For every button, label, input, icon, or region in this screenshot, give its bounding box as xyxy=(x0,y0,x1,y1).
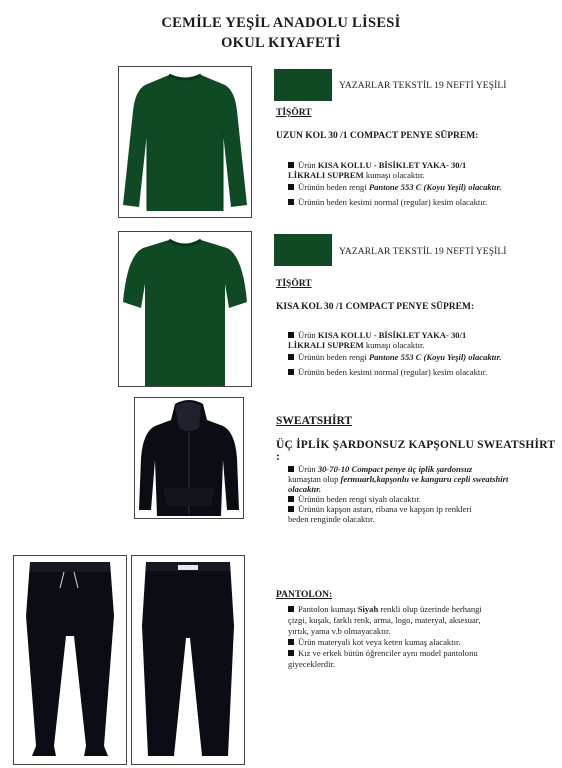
bullet: Ürünün beden kesimi normal (regular) kesim olacaktır. xyxy=(288,367,550,377)
sweatshirt-bullets xyxy=(288,464,550,524)
bullet-square-icon xyxy=(288,506,294,512)
long-sleeve-tshirt-photo xyxy=(118,66,252,218)
bullet-cont: LİKRALI SUPREM kumaşı olacaktır. xyxy=(288,340,425,350)
sweatshirt-heading: SWEATSHİRT xyxy=(276,415,353,427)
bullet-square-icon xyxy=(288,162,294,168)
bullet-cont: beden renginde olacaktır. xyxy=(288,514,375,524)
bullet-square-icon xyxy=(288,354,294,360)
bullet-cont: olacaktır. xyxy=(288,484,322,494)
pants-heading: PANTOLON: xyxy=(276,590,333,600)
swatch-label-1: YAZARLAR TEKSTİL 19 NEFTİ YEŞİLİ xyxy=(339,81,507,91)
bullet-square-icon xyxy=(288,184,294,190)
jogger-pants-image xyxy=(14,556,126,764)
bullet: Ürün 30-70-10 Compact penye üç iplik şardonsuz xyxy=(288,464,550,474)
bullet-cont: LİKRALI SUPREM kumaşı olacaktır. xyxy=(288,170,425,180)
bullet-cont: kumaştan olup fermuarlı,kapşonlu ve kanguru cepli sweatshirt xyxy=(288,474,509,484)
page-title: OKUL KIYAFETİ xyxy=(221,35,341,51)
bullet: Pantolon kumaşı Siyah renkli olup üzerinde herhangi xyxy=(288,604,554,614)
straight-pants-photo xyxy=(131,555,245,765)
item1-heading: TİŞÖRT xyxy=(276,108,312,118)
bullet-cont: giyeceklerdir. xyxy=(288,659,336,669)
bullet-square-icon xyxy=(288,496,294,502)
bullet-cont: çizgi, kuşak, farklı renk, arma, logo, materyal, aksesuar, xyxy=(288,615,481,625)
item2-subheading: KISA KOL 30 /1 COMPACT PENYE SÜPREM: xyxy=(276,302,475,312)
swatch-label-2: YAZARLAR TEKSTİL 19 NEFTİ YEŞİLİ xyxy=(339,247,507,257)
jogger-pants-photo xyxy=(13,555,127,765)
straight-pants-image xyxy=(132,556,244,764)
color-swatch-1 xyxy=(274,69,332,101)
bullet-cont: yırtık, yama v.b olmayacaktır. xyxy=(288,626,391,636)
hoodie-image xyxy=(135,398,243,518)
item1-subheading: UZUN KOL 30 /1 COMPACT PENYE SÜPREM: xyxy=(276,131,479,141)
bullet: Ürünün beden kesimi normal (regular) kesim olacaktır. xyxy=(288,197,550,207)
bullet-square-icon xyxy=(288,466,294,472)
color-swatch-2 xyxy=(274,234,332,266)
bullet-square-icon xyxy=(288,650,294,656)
short-sleeve-tshirt-photo xyxy=(118,231,252,387)
bullet-square-icon xyxy=(288,199,294,205)
sweatshirt-subheading: ÜÇ İPLİK ŞARDONSUZ KAPŞONLU SWEATSHİRT : xyxy=(276,439,555,463)
bullet: Ürün KISA KOLLU - BİSİKLET YAKA- 30/1 xyxy=(288,160,550,170)
bullet: Ürünün beden rengi Pantone 553 C (Koyu Yeşil) olacaktır. xyxy=(288,182,550,192)
bullet: Ürün KISA KOLLU - BİSİKLET YAKA- 30/1 xyxy=(288,330,550,340)
bullet: Kız ve erkek bütün öğrenciler aynı model pantolonu xyxy=(288,648,554,658)
item2-heading: TİŞÖRT xyxy=(276,279,312,289)
bullet-square-icon xyxy=(288,639,294,645)
short-sleeve-tshirt-image xyxy=(119,232,251,386)
bullet: Ürünün beden rengi siyah olacaktır. xyxy=(288,494,550,504)
bullet-square-icon xyxy=(288,606,294,612)
bullet-square-icon xyxy=(288,369,294,375)
hoodie-photo xyxy=(134,397,244,519)
bullet: Ürünün beden rengi Pantone 553 C (Koyu Yeşil) olacaktır. xyxy=(288,352,550,362)
bullet: Ürün materyali kot veya keten kumaş alacaktır. xyxy=(288,637,554,647)
item2-bullets xyxy=(288,330,550,377)
bullet: Ürünün kapşon astarı, ribana ve kapşon ip renkleri xyxy=(288,504,550,514)
long-sleeve-tshirt-image xyxy=(119,67,251,217)
school-name: CEMİLE YEŞİL ANADOLU LİSESİ xyxy=(161,15,401,31)
item1-bullets xyxy=(288,160,550,207)
bullet-square-icon xyxy=(288,332,294,338)
pants-bullets xyxy=(288,604,554,669)
